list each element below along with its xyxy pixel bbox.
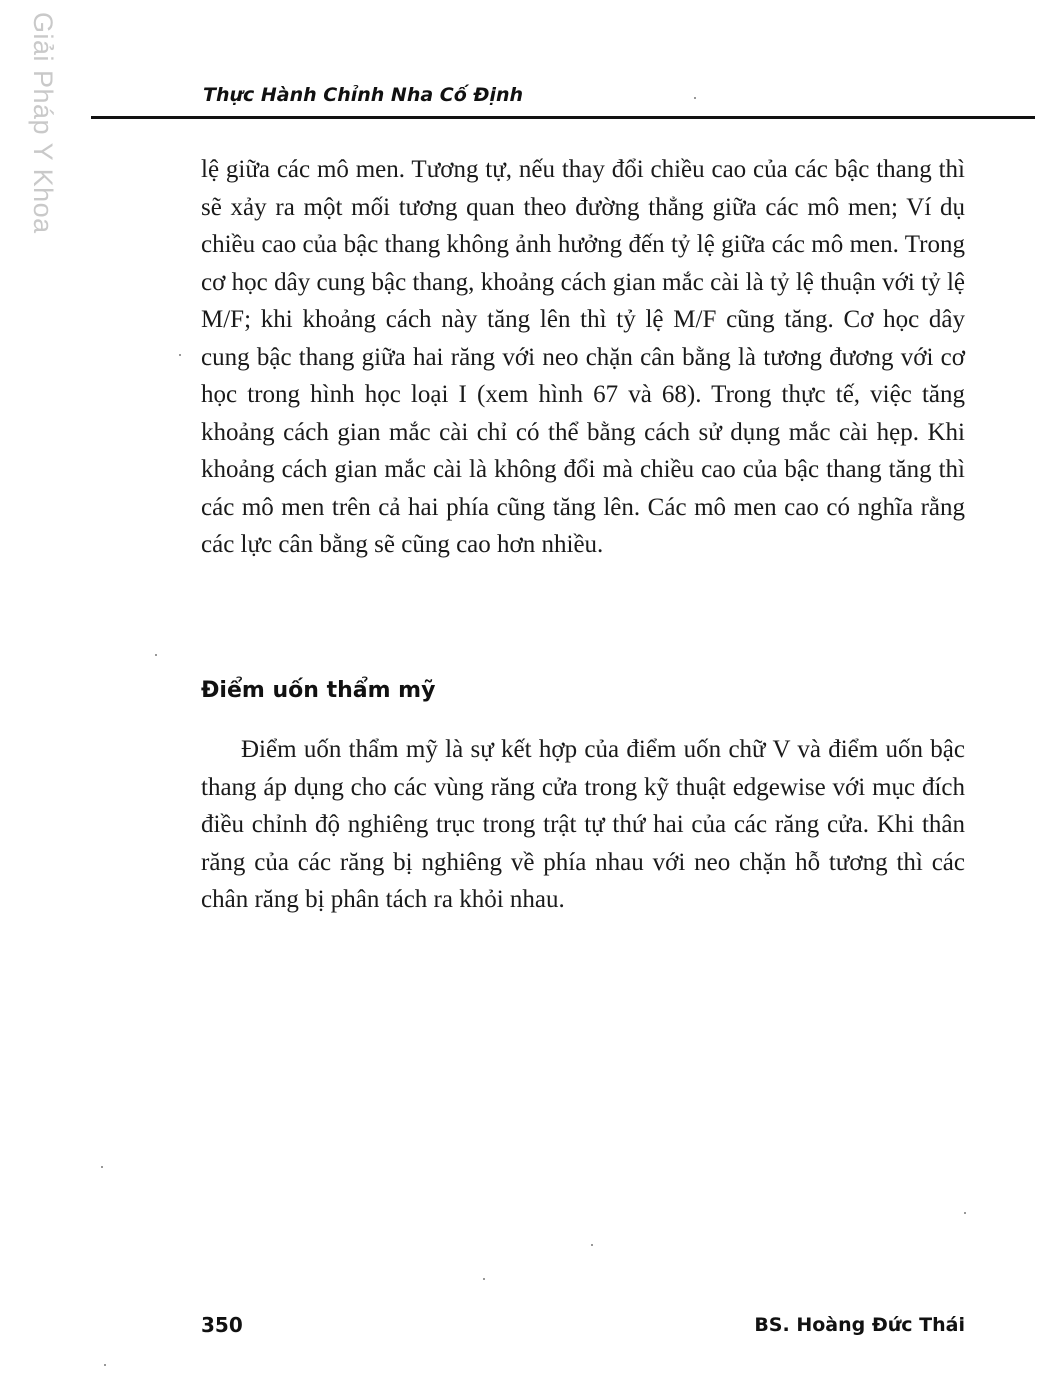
- scan-speck: [104, 1364, 106, 1366]
- scan-speck: [964, 1212, 966, 1214]
- scan-speck: [179, 354, 181, 356]
- running-header-title: Thực Hành Chỉnh Nha Cố Định: [203, 84, 524, 106]
- footer-author: BS. Hoàng Đức Thái: [754, 1314, 965, 1336]
- header-rule: [91, 116, 1035, 119]
- scan-speck: [591, 1244, 593, 1246]
- scan-speck: [101, 1166, 103, 1168]
- section-heading: Điểm uốn thẩm mỹ: [201, 678, 436, 703]
- body-paragraph: lệ giữa các mô men. Tương tự, nếu thay đổi chiều cao của các bậc thang thì sẽ xảy ra một mối tương quan theo đường thẳng giữa các mô men; Ví dụ chiều cao của bậc thang không ảnh hưởng đến tỷ lệ giữa các mô men. Trong cơ học dây cung bậc thang, khoảng cách gian mắc cài là tỷ lệ thuận với tỷ lệ M/F; khi khoảng cách này tăng lên thì tỷ lệ M/F cũng tăng. Cơ học dây cung bậc thang giữa hai răng với neo chặn cân bằng là tương đương với cơ học trong hình học loại I (xem hình 67 và 68). Trong thực tế, việc tăng khoảng cách gian mắc cài chỉ có thể bằng cách sử dụng mắc cài hẹp. Khi khoảng cách gian mắc cài là không đổi mà chiều cao của bậc thang tăng thì các mô men trên cả hai phía cũng tăng lên. Các mô men cao có nghĩa rằng các lực cân bằng sẽ cũng cao hơn nhiều.: [201, 156, 965, 558]
- watermark-text: Giải Pháp Y Khoa: [28, 12, 58, 234]
- scan-speck: [483, 1278, 485, 1280]
- page-number: 350: [201, 1313, 243, 1337]
- body-paragraph: Điểm uốn thẩm mỹ là sự kết hợp của điểm uốn chữ V và điểm uốn bậc thang áp dụng cho các vùng răng cửa trong kỹ thuật edgewise với mục đích điều chỉnh độ nghiêng trục trong trật tự thứ hai của các răng cửa. Khi thân răng của các răng bị nghiêng về phía nhau với neo chặn hỗ tương thì các chân răng bị phân tách ra khỏi nhau.: [201, 736, 965, 913]
- scan-speck: [155, 654, 157, 656]
- scan-speck: [694, 97, 696, 99]
